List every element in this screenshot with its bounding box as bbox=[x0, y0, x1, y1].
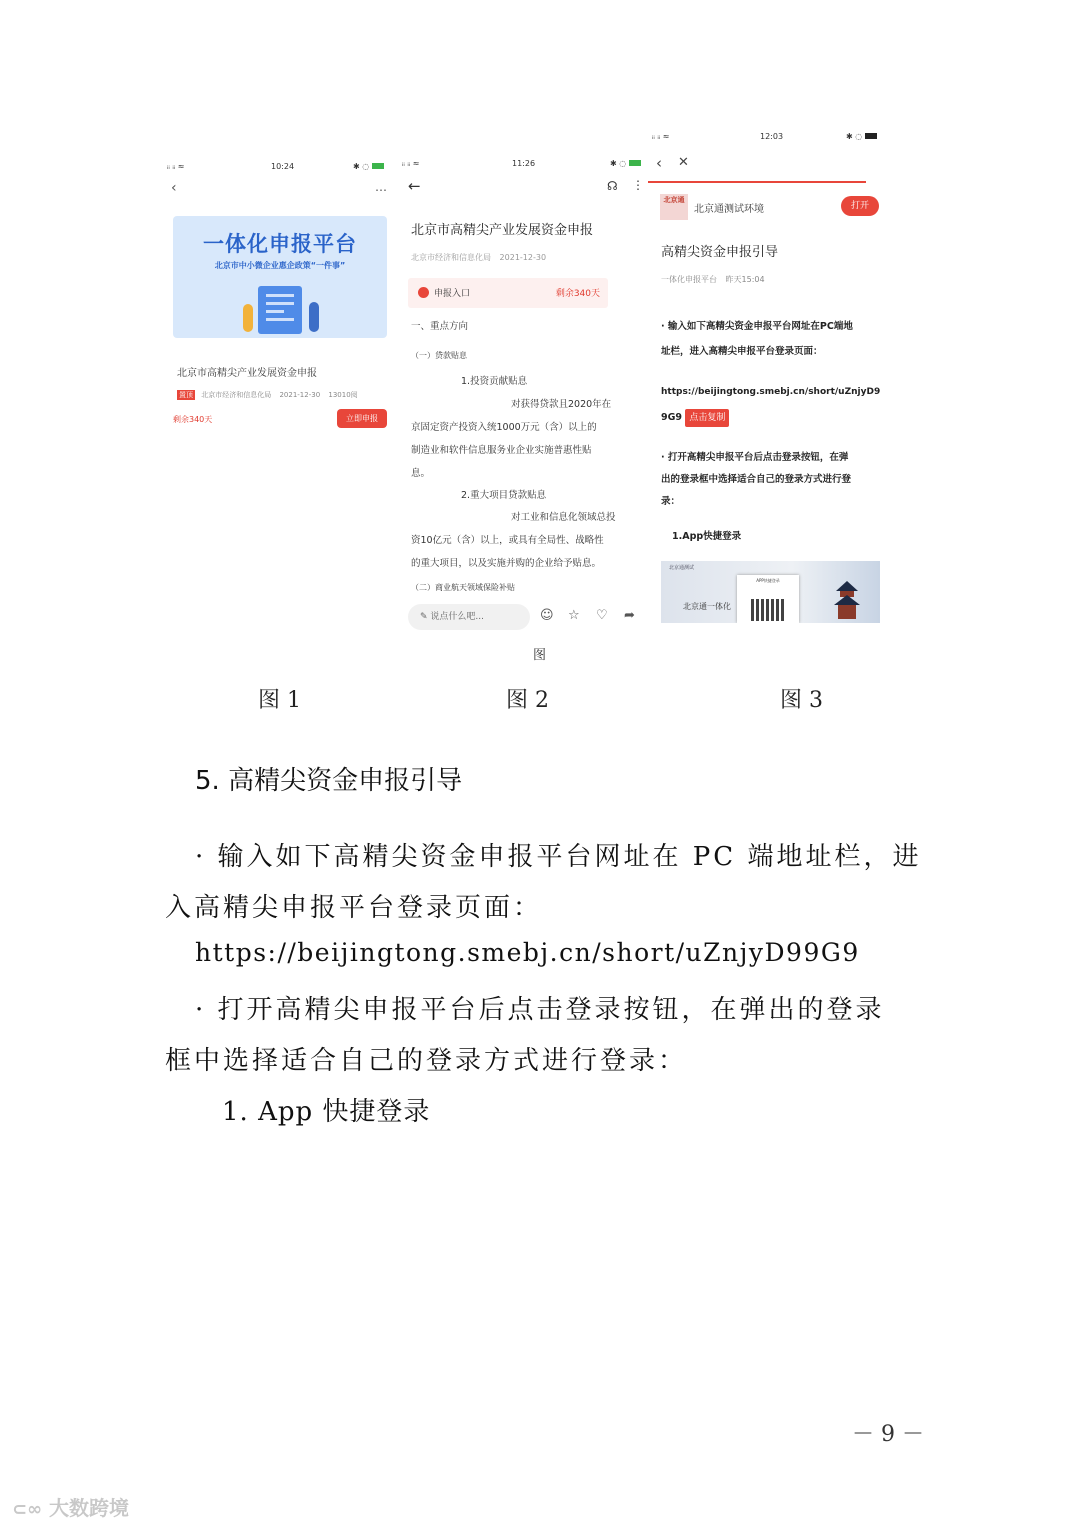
item-views: 13010阅 bbox=[328, 391, 358, 399]
apply-now-button[interactable]: 立即申报 bbox=[337, 409, 387, 428]
figure-3-screenshot bbox=[648, 128, 894, 626]
section-heading: 一、重点方向 bbox=[411, 321, 469, 332]
article-source: 一体化申报平台 bbox=[661, 275, 717, 284]
temple-icon bbox=[834, 579, 860, 619]
article-line: 息。 bbox=[411, 468, 431, 479]
article-title: 北京市高精尖产业发展资金申报 bbox=[411, 223, 594, 238]
status-bar bbox=[163, 158, 393, 176]
chevron-left-icon[interactable]: ‹ bbox=[656, 154, 662, 172]
status-bar bbox=[402, 155, 645, 173]
star-icon[interactable]: ☆ bbox=[568, 608, 580, 623]
headset-icon[interactable]: ☊ bbox=[607, 179, 618, 193]
caption-figure-2: 图 2 bbox=[506, 688, 549, 713]
article-line: 资10亿元（含）以上，或具有全局性、战略性 bbox=[411, 535, 604, 546]
share-icon[interactable]: ➦ bbox=[624, 608, 635, 623]
shot-header: 北京通测试 bbox=[669, 565, 695, 571]
article-url: https://beijingtong.smebj.cn/short/uZnjyD9 bbox=[661, 387, 881, 397]
chevron-left-icon[interactable]: ‹ bbox=[171, 180, 177, 196]
article-line: · 输入如下高精尖资金申报平台网址在PC端地 bbox=[661, 321, 853, 332]
status-bar bbox=[648, 128, 894, 146]
page-number: － 9 － bbox=[852, 1422, 924, 1447]
entry-label: 申报入口 bbox=[434, 289, 471, 299]
copy-button[interactable]: 点击复制 bbox=[685, 409, 729, 427]
close-icon[interactable]: ✕ bbox=[678, 155, 689, 170]
watermark-text: 大数跨境 bbox=[49, 1496, 130, 1520]
remaining-days: 剩余340天 bbox=[173, 415, 213, 424]
caption-figure-1: 图 1 bbox=[258, 688, 301, 713]
article-line: 京固定资产投资入统1000万元（含）以上的 bbox=[411, 422, 597, 433]
item-source: 北京市经济和信息化局 bbox=[201, 391, 272, 399]
paragraph-line: 框中选择适合自己的登录方式进行登录： bbox=[165, 1046, 688, 1076]
comment-bar bbox=[408, 604, 645, 632]
signal-icon: ᵢᵢ ᵢᵢ ≈ bbox=[167, 162, 185, 171]
modal-title: APP快捷登录 bbox=[756, 578, 780, 583]
article-meta bbox=[661, 274, 765, 285]
article-line: 对工业和信息化领域总投 bbox=[511, 512, 616, 523]
article-meta bbox=[411, 252, 546, 263]
login-screenshot bbox=[661, 561, 880, 623]
thumbs-up-icon[interactable]: ♡ bbox=[596, 608, 608, 623]
article-line: 出的登录框中选择适合自己的登录方式进行登 bbox=[661, 474, 852, 485]
status-time: 11:26 bbox=[512, 159, 536, 168]
document-illustration-icon bbox=[258, 286, 302, 334]
comment-icon[interactable]: ☺ bbox=[540, 608, 554, 623]
comment-placeholder: 说点什么吧... bbox=[430, 612, 484, 622]
url-tail: 9G9 bbox=[661, 412, 683, 423]
article-title: 高精尖资金申报引导 bbox=[661, 245, 779, 260]
battery-icon: ✱ ◌ bbox=[610, 159, 641, 168]
subsection-heading: （二）商业航天领域保险补贴 bbox=[411, 583, 515, 592]
figure-2-screenshot bbox=[402, 155, 645, 637]
article-line: 录： bbox=[661, 496, 681, 507]
apply-entry-button[interactable] bbox=[408, 278, 608, 308]
status-time: 12:03 bbox=[760, 132, 784, 141]
comment-input[interactable] bbox=[408, 604, 530, 630]
article-line: 制造业和软件信息服务业企业实施普惠性贴 bbox=[411, 445, 592, 456]
paragraph-line: · 打开高精尖申报平台后点击登录按钮，在弹出的登录 bbox=[195, 995, 885, 1025]
banner-subtitle: 北京市中小微企业惠企政策“一件事” bbox=[214, 261, 346, 270]
signal-icon: ᵢᵢ ᵢᵢ ≈ bbox=[652, 132, 670, 141]
paragraph-line: 1. App 快捷登录 bbox=[222, 1097, 431, 1127]
battery-icon: ✱ ◌ bbox=[846, 132, 877, 141]
more-icon[interactable]: … bbox=[375, 180, 387, 194]
item-date: 2021-12-30 bbox=[279, 391, 321, 399]
banner[interactable] bbox=[173, 216, 387, 338]
person-icon bbox=[309, 302, 319, 332]
shot-label: 北京通一体化 bbox=[683, 602, 731, 611]
open-app-button[interactable]: 打开 bbox=[841, 196, 879, 216]
article-line: 1.投资贡献贴息 bbox=[461, 376, 528, 387]
pinned-badge: 置顶 bbox=[179, 391, 193, 399]
signal-icon: ᵢᵢ ᵢᵢ ≈ bbox=[402, 159, 420, 168]
app-name: 北京通测试环境 bbox=[694, 204, 764, 215]
article-source: 北京市经济和信息化局 bbox=[411, 253, 491, 262]
article-line: · 打开高精尖申报平台后点击登录按钮，在弹 bbox=[661, 452, 849, 463]
banner-title: 一体化申报平台 bbox=[203, 232, 357, 256]
article-line: 对获得贷款且2020年在 bbox=[511, 399, 612, 410]
watermark-logo-icon: ⊂∞ bbox=[12, 1499, 43, 1520]
section-heading: 5. 高精尖资金申报引导 bbox=[195, 766, 463, 796]
article-url-end bbox=[661, 405, 886, 430]
qr-code-icon bbox=[751, 599, 785, 621]
platform-url: https://beijingtong.smebj.cn/short/uZnjyD99G9 bbox=[195, 938, 860, 967]
subsection-heading: （一）贷款贴息 bbox=[411, 351, 467, 360]
back-arrow-icon[interactable]: ← bbox=[408, 177, 421, 195]
caption-figure-3: 图 3 bbox=[780, 688, 823, 713]
figure-1-screenshot bbox=[163, 158, 393, 438]
paragraph-line: 入高精尖申报平台登录页面： bbox=[165, 893, 543, 923]
pencil-icon: ✎ bbox=[420, 612, 431, 622]
article-line: 2.重大项目贷款贴息 bbox=[461, 490, 547, 501]
entry-icon bbox=[418, 287, 429, 298]
battery-icon: ✱ ◌ bbox=[353, 162, 384, 171]
more-vertical-icon[interactable]: ⋮ bbox=[632, 178, 644, 192]
app-logo: 北京通 bbox=[660, 194, 688, 220]
person-icon bbox=[243, 304, 253, 332]
article-date: 2021-12-30 bbox=[499, 253, 547, 262]
watermark bbox=[12, 1492, 129, 1521]
loading-progress-bar bbox=[648, 181, 866, 183]
item-title[interactable]: 北京市高精尖产业发展资金申报 bbox=[177, 368, 317, 379]
article-line: 1.App快捷登录 bbox=[672, 531, 742, 542]
article-line: 址栏，进入高精尖申报平台登录页面： bbox=[661, 346, 823, 357]
article-time: 昨天15:04 bbox=[725, 275, 765, 284]
item-meta bbox=[177, 390, 358, 400]
article-line: 的重大项目，以及实施并购的企业给予贴息。 bbox=[411, 558, 602, 569]
figure-2-below-label: 图 bbox=[533, 648, 547, 663]
entry-remaining: 剩余340天 bbox=[555, 289, 600, 299]
status-time: 10:24 bbox=[271, 162, 295, 171]
paragraph-line: · 输入如下高精尖资金申报平台网址在 PC 端地址栏，进 bbox=[195, 842, 922, 872]
